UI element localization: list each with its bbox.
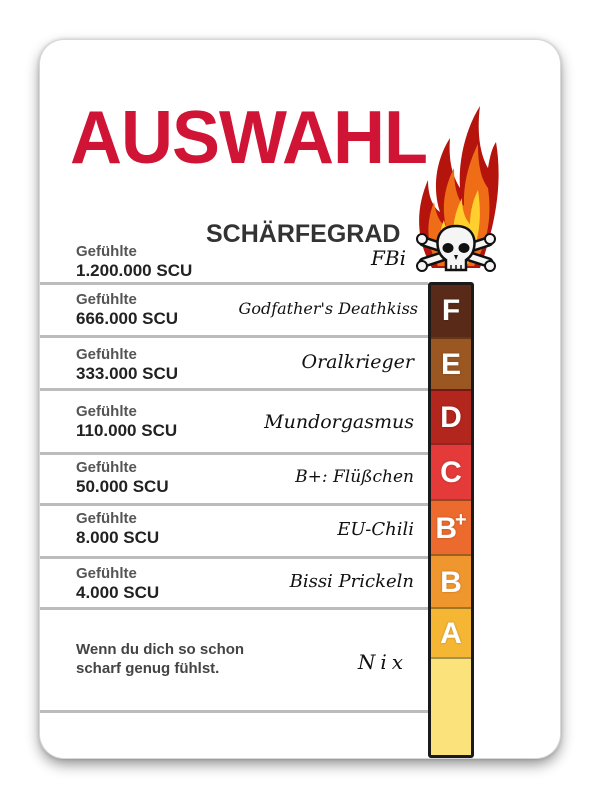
level-label: Gefühlte [76, 291, 137, 308]
level-name: Mundorgasmus [264, 411, 414, 433]
level-row-d [40, 338, 428, 391]
level-name: B+: Flüßchen [295, 467, 414, 487]
level-row-f [40, 238, 428, 285]
flame-icon [410, 98, 500, 298]
level-left [76, 510, 159, 547]
level-value: 50.000 SCU [76, 477, 169, 496]
grade-letter: F [441, 294, 461, 327]
level-left [76, 640, 244, 678]
level-label: Gefühlte [76, 565, 137, 582]
level-left [76, 565, 159, 602]
level-row-e [40, 285, 428, 338]
grade-letter: C [440, 456, 462, 489]
grade-letter: D [440, 401, 462, 434]
level-left [76, 403, 177, 440]
level-name: FBi [371, 246, 406, 270]
level-row-a [40, 559, 428, 610]
subtitle: SCHÄRFEGRAD [206, 220, 401, 248]
level-name: EU-Chili [337, 519, 414, 540]
level-row-b [40, 506, 428, 559]
level-label: Gefühlte [76, 510, 137, 527]
scale-segment-d [431, 389, 471, 445]
level-label: Gefühlte [76, 459, 137, 476]
level-left [76, 346, 178, 383]
level-label: Gefühlte [76, 243, 137, 260]
level-value: 4.000 SCU [76, 583, 160, 602]
level-value: 1.200.000 SCU [76, 261, 193, 280]
level-value: 333.000 SCU [76, 364, 179, 383]
grade-letter: A [440, 617, 462, 650]
title: AUSWAHL [70, 95, 427, 180]
scale-segment-a [431, 607, 471, 659]
level-name: Bissi Prickeln [289, 571, 414, 592]
grade-letter: B [435, 511, 457, 545]
scale-segment-none [431, 657, 471, 758]
grade-letter: B [440, 565, 462, 599]
level-label: Gefühlte [76, 403, 137, 420]
level-row-bplus [40, 455, 428, 506]
level-name: Oralkrieger [301, 351, 414, 373]
level-name: Godfather's Deathkiss [238, 299, 418, 318]
level-left [76, 243, 192, 280]
scale-segment-e [431, 337, 471, 391]
grade-suffix: + [454, 509, 467, 531]
level-note-line1: Wenn du dich so schon [76, 641, 245, 658]
heat-scale [428, 282, 474, 758]
scale-segment-c [431, 443, 471, 501]
level-value: 8.000 SCU [76, 528, 160, 547]
level-value: 666.000 SCU [76, 309, 179, 328]
grade-letter: E [440, 348, 461, 381]
level-left [76, 291, 178, 328]
level-row-none [40, 610, 428, 713]
level-label: Gefühlte [76, 346, 137, 363]
level-name: Nix [357, 650, 408, 674]
level-value: 110.000 SCU [76, 421, 178, 440]
level-row-c [40, 391, 428, 455]
level-note-line2: scharf genug fühlst. [76, 660, 220, 677]
scale-segment-bplus [431, 499, 471, 556]
sign-card [40, 40, 560, 758]
scale-segment-b [431, 554, 471, 609]
level-left [76, 459, 169, 496]
